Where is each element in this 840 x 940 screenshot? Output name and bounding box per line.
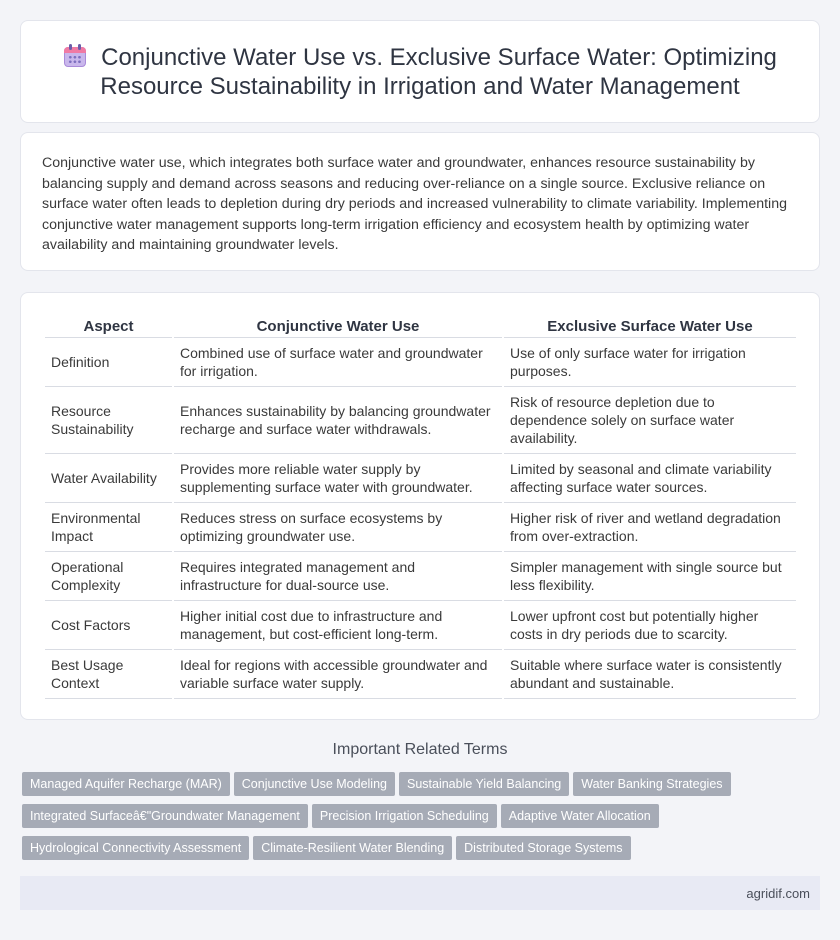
table-header-row: [45, 316, 796, 338]
related-term-tag[interactable]: Precision Irrigation Scheduling: [312, 804, 497, 828]
footer-site-link[interactable]: agridif.com: [746, 886, 810, 901]
header-aspect: Aspect: [45, 316, 172, 338]
cell-aspect: Environmental Impact: [45, 503, 172, 552]
related-term-tag[interactable]: Conjunctive Use Modeling: [234, 772, 395, 796]
related-term-tag[interactable]: Sustainable Yield Balancing: [399, 772, 569, 796]
cell-aspect: Water Availability: [45, 454, 172, 503]
cell-conjunctive: Higher initial cost due to infrastructure and management, but cost-efficient long-term.: [174, 601, 502, 650]
related-terms-list: [22, 772, 822, 868]
cell-conjunctive: Combined use of surface water and groundwater for irrigation.: [174, 338, 502, 387]
summary-text: Conjunctive water use, which integrates both surface water and groundwater, enhances resource sustainability by balancing supply and demand across seasons and reducing over-reliance on a single source. Exclusive reliance on surface water often leads to depletion during dry periods and increased vulnerability to climate variability. Implementing conjunctive water management supports long-term irrigation efficiency and ecosystem health by optimizing water availability and maintaining groundwater levels.: [42, 155, 787, 254]
cell-exclusive: Risk of resource depletion due to dependence solely on surface water availability.: [504, 387, 796, 454]
page-title-wrap: [21, 43, 819, 101]
header-conjunctive: Conjunctive Water Use: [174, 316, 502, 338]
related-term-tag[interactable]: Distributed Storage Systems: [456, 836, 630, 860]
cell-conjunctive: Provides more reliable water supply by supplementing surface water with groundwater.: [174, 454, 502, 503]
table-row: [45, 338, 796, 387]
related-term-tag[interactable]: Climate-Resilient Water Blending: [253, 836, 452, 860]
cell-exclusive: Use of only surface water for irrigation purposes.: [504, 338, 796, 387]
comparison-card: [20, 292, 820, 720]
table-row: [45, 650, 796, 699]
cell-aspect: Resource Sustainability: [45, 387, 172, 454]
table-row: [45, 601, 796, 650]
related-terms-heading: Important Related Terms: [332, 741, 508, 758]
table-row: [45, 387, 796, 454]
table-row: [45, 454, 796, 503]
calendar-icon: [63, 44, 87, 68]
cell-exclusive: Simpler management with single source but less flexibility.: [504, 552, 796, 601]
related-term-tag[interactable]: Hydrological Connectivity Assessment: [22, 836, 249, 860]
comparison-table: [43, 316, 798, 699]
table-row: [45, 503, 796, 552]
related-term-tag[interactable]: Managed Aquifer Recharge (MAR): [22, 772, 230, 796]
title-card: [20, 20, 820, 123]
cell-exclusive: Suitable where surface water is consistently abundant and sustainable.: [504, 650, 796, 699]
cell-aspect: Best Usage Context: [45, 650, 172, 699]
cell-aspect: Definition: [45, 338, 172, 387]
related-term-tag[interactable]: Integrated Surfaceâ€"Groundwater Management: [22, 804, 308, 828]
table-row: [45, 552, 796, 601]
cell-conjunctive: Enhances sustainability by balancing groundwater recharge and surface water withdrawals.: [174, 387, 502, 454]
page-title: Conjunctive Water Use vs. Exclusive Surface Water: Optimizing Resource Sustainability in Irrigation and Water Management: [100, 44, 777, 100]
cell-conjunctive: Requires integrated management and infrastructure for dual-source use.: [174, 552, 502, 601]
cell-exclusive: Limited by seasonal and climate variability affecting surface water sources.: [504, 454, 796, 503]
cell-exclusive: Higher risk of river and wetland degradation from over-extraction.: [504, 503, 796, 552]
cell-aspect: Operational Complexity: [45, 552, 172, 601]
footer: [20, 876, 820, 910]
cell-aspect: Cost Factors: [45, 601, 172, 650]
related-term-tag[interactable]: Adaptive Water Allocation: [501, 804, 659, 828]
cell-conjunctive: Ideal for regions with accessible groundwater and variable surface water supply.: [174, 650, 502, 699]
summary-card: [20, 132, 820, 271]
header-exclusive: Exclusive Surface Water Use: [504, 316, 796, 338]
related-term-tag[interactable]: Water Banking Strategies: [573, 772, 730, 796]
cell-exclusive: Lower upfront cost but potentially higher costs in dry periods due to scarcity.: [504, 601, 796, 650]
cell-conjunctive: Reduces stress on surface ecosystems by optimizing groundwater use.: [174, 503, 502, 552]
